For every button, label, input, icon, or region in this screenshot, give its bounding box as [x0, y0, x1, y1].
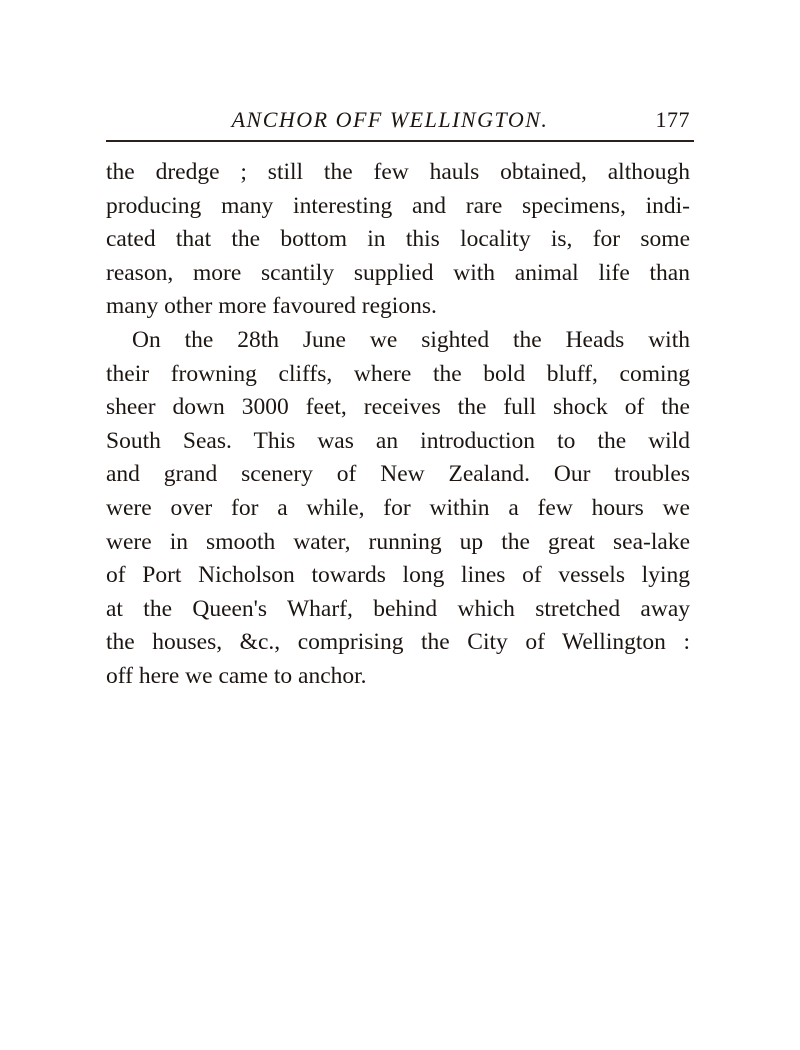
text-line: at the Queen's Wharf, behind which stretched away — [106, 595, 690, 622]
text-line: reason, more scantily supplied with animal life than — [106, 259, 690, 286]
text-line: off here we came to anchor. — [106, 662, 367, 689]
text-line: were over for a while, for within a few hours we — [106, 494, 690, 521]
text-line: cated that the bottom in this locality is, for some — [106, 226, 690, 253]
text-line: were in smooth water, running up the great sea-lake — [106, 528, 690, 555]
running-head — [106, 104, 694, 136]
page-number: 177 — [655, 107, 690, 132]
text-line: their frowning cliffs, where the bold bluff, coming — [106, 360, 690, 387]
body-text — [106, 156, 690, 694]
text-line: and grand scenery of New Zealand. Our troubles — [106, 461, 690, 488]
header-rule — [106, 140, 694, 142]
paragraph-2 — [106, 324, 690, 694]
paragraph-1 — [106, 156, 690, 324]
text-line: the dredge ; still the few hauls obtained, although — [106, 159, 690, 185]
text-line: the houses, &c., comprising the City of Wellington : — [106, 629, 690, 656]
text-line: many other more favoured regions. — [106, 293, 437, 320]
text-line: sheer down 3000 feet, receives the full shock of the — [106, 394, 690, 421]
text-line: producing many interesting and rare specimens, indi- — [106, 192, 690, 219]
text-line: South Seas. This was an introduction to the wild — [106, 427, 690, 454]
text-line: On the 28th June we sighted the Heads with — [132, 326, 690, 353]
text-line: of Port Nicholson towards long lines of vessels lying — [106, 562, 690, 589]
running-title: ANCHOR OFF WELLINGTON. — [231, 107, 549, 132]
